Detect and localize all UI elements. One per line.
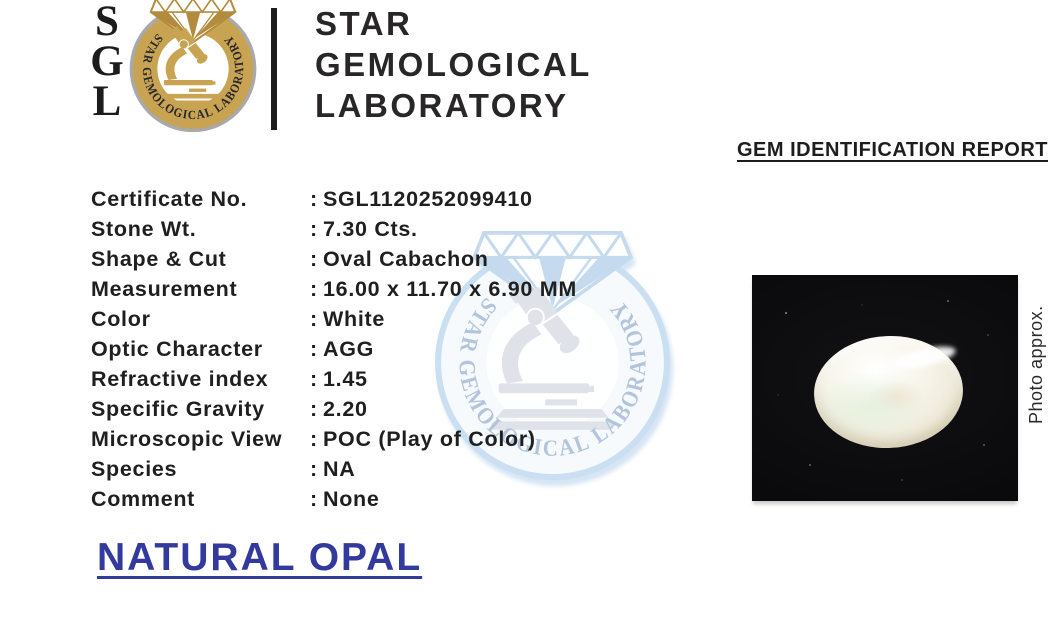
field-separator: : bbox=[310, 427, 318, 451]
field-separator: : bbox=[310, 337, 318, 361]
field-row bbox=[91, 186, 577, 216]
field-label: Measurement bbox=[91, 277, 238, 301]
field-row bbox=[91, 276, 577, 306]
gem-photo bbox=[752, 275, 1018, 501]
field-value: Oval Cabachon bbox=[323, 247, 489, 271]
field-value: White bbox=[323, 307, 386, 331]
field-separator: : bbox=[310, 277, 318, 301]
field-value: 7.30 Cts. bbox=[323, 217, 418, 241]
field-separator: : bbox=[310, 487, 318, 511]
field-value: None bbox=[323, 487, 380, 511]
field-label: Refractive index bbox=[91, 367, 269, 391]
field-value: NA bbox=[323, 457, 356, 481]
field-separator: : bbox=[310, 367, 318, 391]
field-separator: : bbox=[310, 217, 318, 241]
field-value: AGG bbox=[323, 337, 375, 361]
field-separator: : bbox=[310, 397, 318, 421]
photo-approx-label: Photo approx. bbox=[1026, 305, 1046, 424]
stone-highlight bbox=[892, 342, 958, 373]
field-separator: : bbox=[310, 457, 318, 481]
field-row bbox=[91, 396, 577, 426]
field-label: Comment bbox=[91, 487, 196, 511]
field-row bbox=[91, 366, 577, 396]
field-row bbox=[91, 456, 577, 486]
lab-title bbox=[315, 3, 592, 126]
lab-title-line: STAR bbox=[315, 5, 413, 42]
field-row bbox=[91, 426, 577, 456]
field-label: Species bbox=[91, 457, 178, 481]
field-value: POC (Play of Color) bbox=[323, 427, 536, 451]
monogram-letter: L bbox=[92, 78, 122, 125]
field-label: Certificate No. bbox=[91, 187, 248, 211]
field-label: Specific Gravity bbox=[91, 397, 265, 421]
field-value: 1.45 bbox=[323, 367, 368, 391]
sgl-seal-logo bbox=[127, 0, 259, 135]
certificate-fields bbox=[91, 186, 577, 516]
field-label: Stone Wt. bbox=[91, 217, 197, 241]
opal-stone-image bbox=[811, 332, 966, 452]
field-separator: : bbox=[310, 247, 318, 271]
field-row bbox=[91, 246, 577, 276]
field-label: Microscopic View bbox=[91, 427, 283, 451]
monogram-letter: G bbox=[90, 38, 124, 85]
gem-name-title: NATURAL OPAL bbox=[97, 536, 423, 579]
field-value: 2.20 bbox=[323, 397, 368, 421]
field-value: 16.00 x 11.70 x 6.90 MM bbox=[323, 277, 577, 301]
field-separator: : bbox=[310, 187, 318, 211]
field-row bbox=[91, 216, 577, 246]
lab-title-line: LABORATORY bbox=[315, 87, 569, 124]
monogram-letter: S bbox=[95, 0, 119, 45]
field-row bbox=[91, 486, 577, 516]
field-row bbox=[91, 306, 577, 336]
sgl-monogram bbox=[87, 0, 127, 125]
lab-title-line: GEMOLOGICAL bbox=[315, 46, 592, 83]
field-label: Shape & Cut bbox=[91, 247, 227, 271]
header-divider bbox=[271, 8, 277, 130]
report-title: GEM IDENTIFICATION REPORT bbox=[736, 139, 1048, 161]
field-label: Color bbox=[91, 307, 151, 331]
field-label: Optic Character bbox=[91, 337, 263, 361]
field-value: SGL1120252099410 bbox=[323, 187, 533, 211]
field-row bbox=[91, 336, 577, 366]
field-separator: : bbox=[310, 307, 318, 331]
